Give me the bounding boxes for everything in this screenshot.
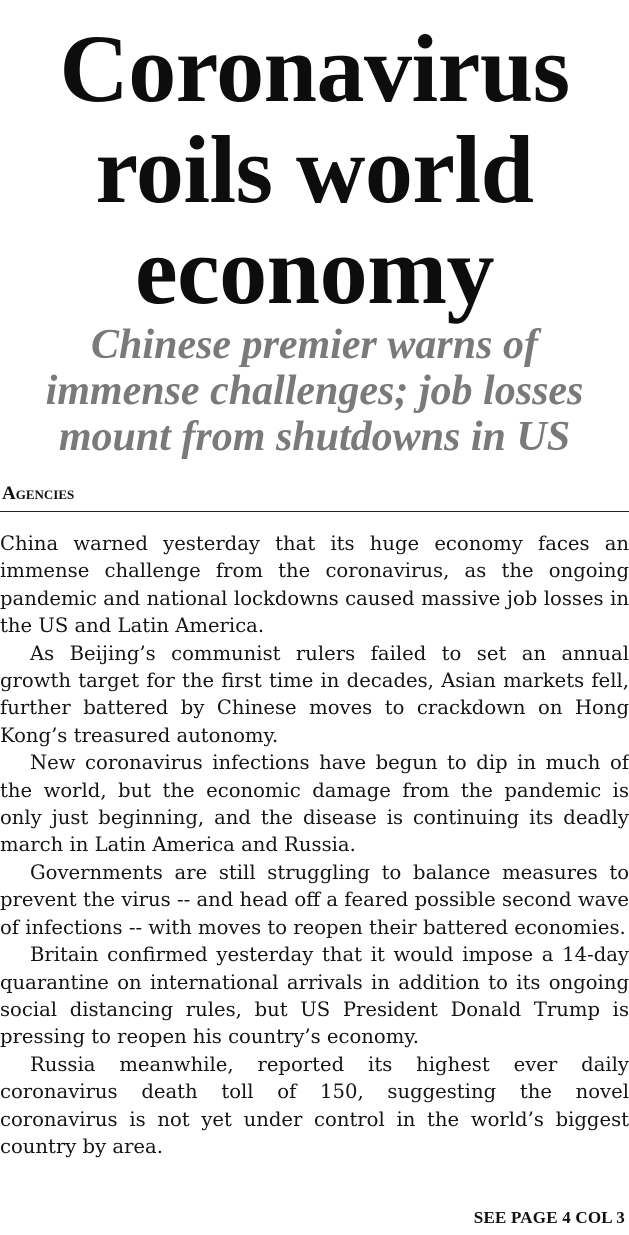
byline-divider	[0, 511, 629, 512]
headline	[0, 15, 629, 324]
headline-line-3: economy	[134, 217, 495, 324]
paragraph-2: As Beijing’s communist rulers failed to set an annual growth target for the first time in decades, Asian markets fell, further battered by Chinese moves to crackdown on Hong Kong’s treasured autonomy.	[0, 641, 629, 747]
paragraph-1: China warned yesterday that its huge economy faces an immense challenge from the coronavirus, as the ongoing pandemic and national lockdowns caused massive job losses in the US and Latin America.	[0, 532, 629, 638]
paragraph-3: New coronavirus infections have begun to dip in much of the world, but the economic damage from the pandemic is only just beginning, and the disease is continuing its deadly march in Latin America and Russia.	[0, 751, 629, 857]
continuation-jump-line: SEE PAGE 4 COL 3	[473, 1208, 625, 1227]
subhead-line-2: immense challenges; job losses	[45, 368, 584, 414]
paragraph-5: Britain confirmed yesterday that it would impose a 14-day quarantine on international arrivals in addition to its ongoing social distancing rules, but US President Donald Trump is pressing to reopen his country’s economy.	[0, 943, 629, 1049]
subheadline	[0, 322, 629, 460]
subhead-line-1: Chinese premier warns of	[91, 322, 538, 368]
headline-line-1: Coronavirus	[59, 15, 570, 122]
subhead-line-3: mount from shutdowns in US	[58, 414, 571, 460]
paragraph-4: Governments are still struggling to balance measures to prevent the virus -- and head off a feared possible second wave of infections -- with moves to reopen their battered economies.	[0, 860, 629, 939]
paragraph-6: Russia meanwhile, reported its highest ever daily coronavirus death toll of 150, suggesting the novel coronavirus is not yet under control in the world’s biggest country by area.	[0, 1052, 629, 1158]
headline-line-2: roils world	[95, 116, 534, 223]
byline: Agencies	[2, 483, 75, 504]
article-body	[0, 530, 629, 1160]
